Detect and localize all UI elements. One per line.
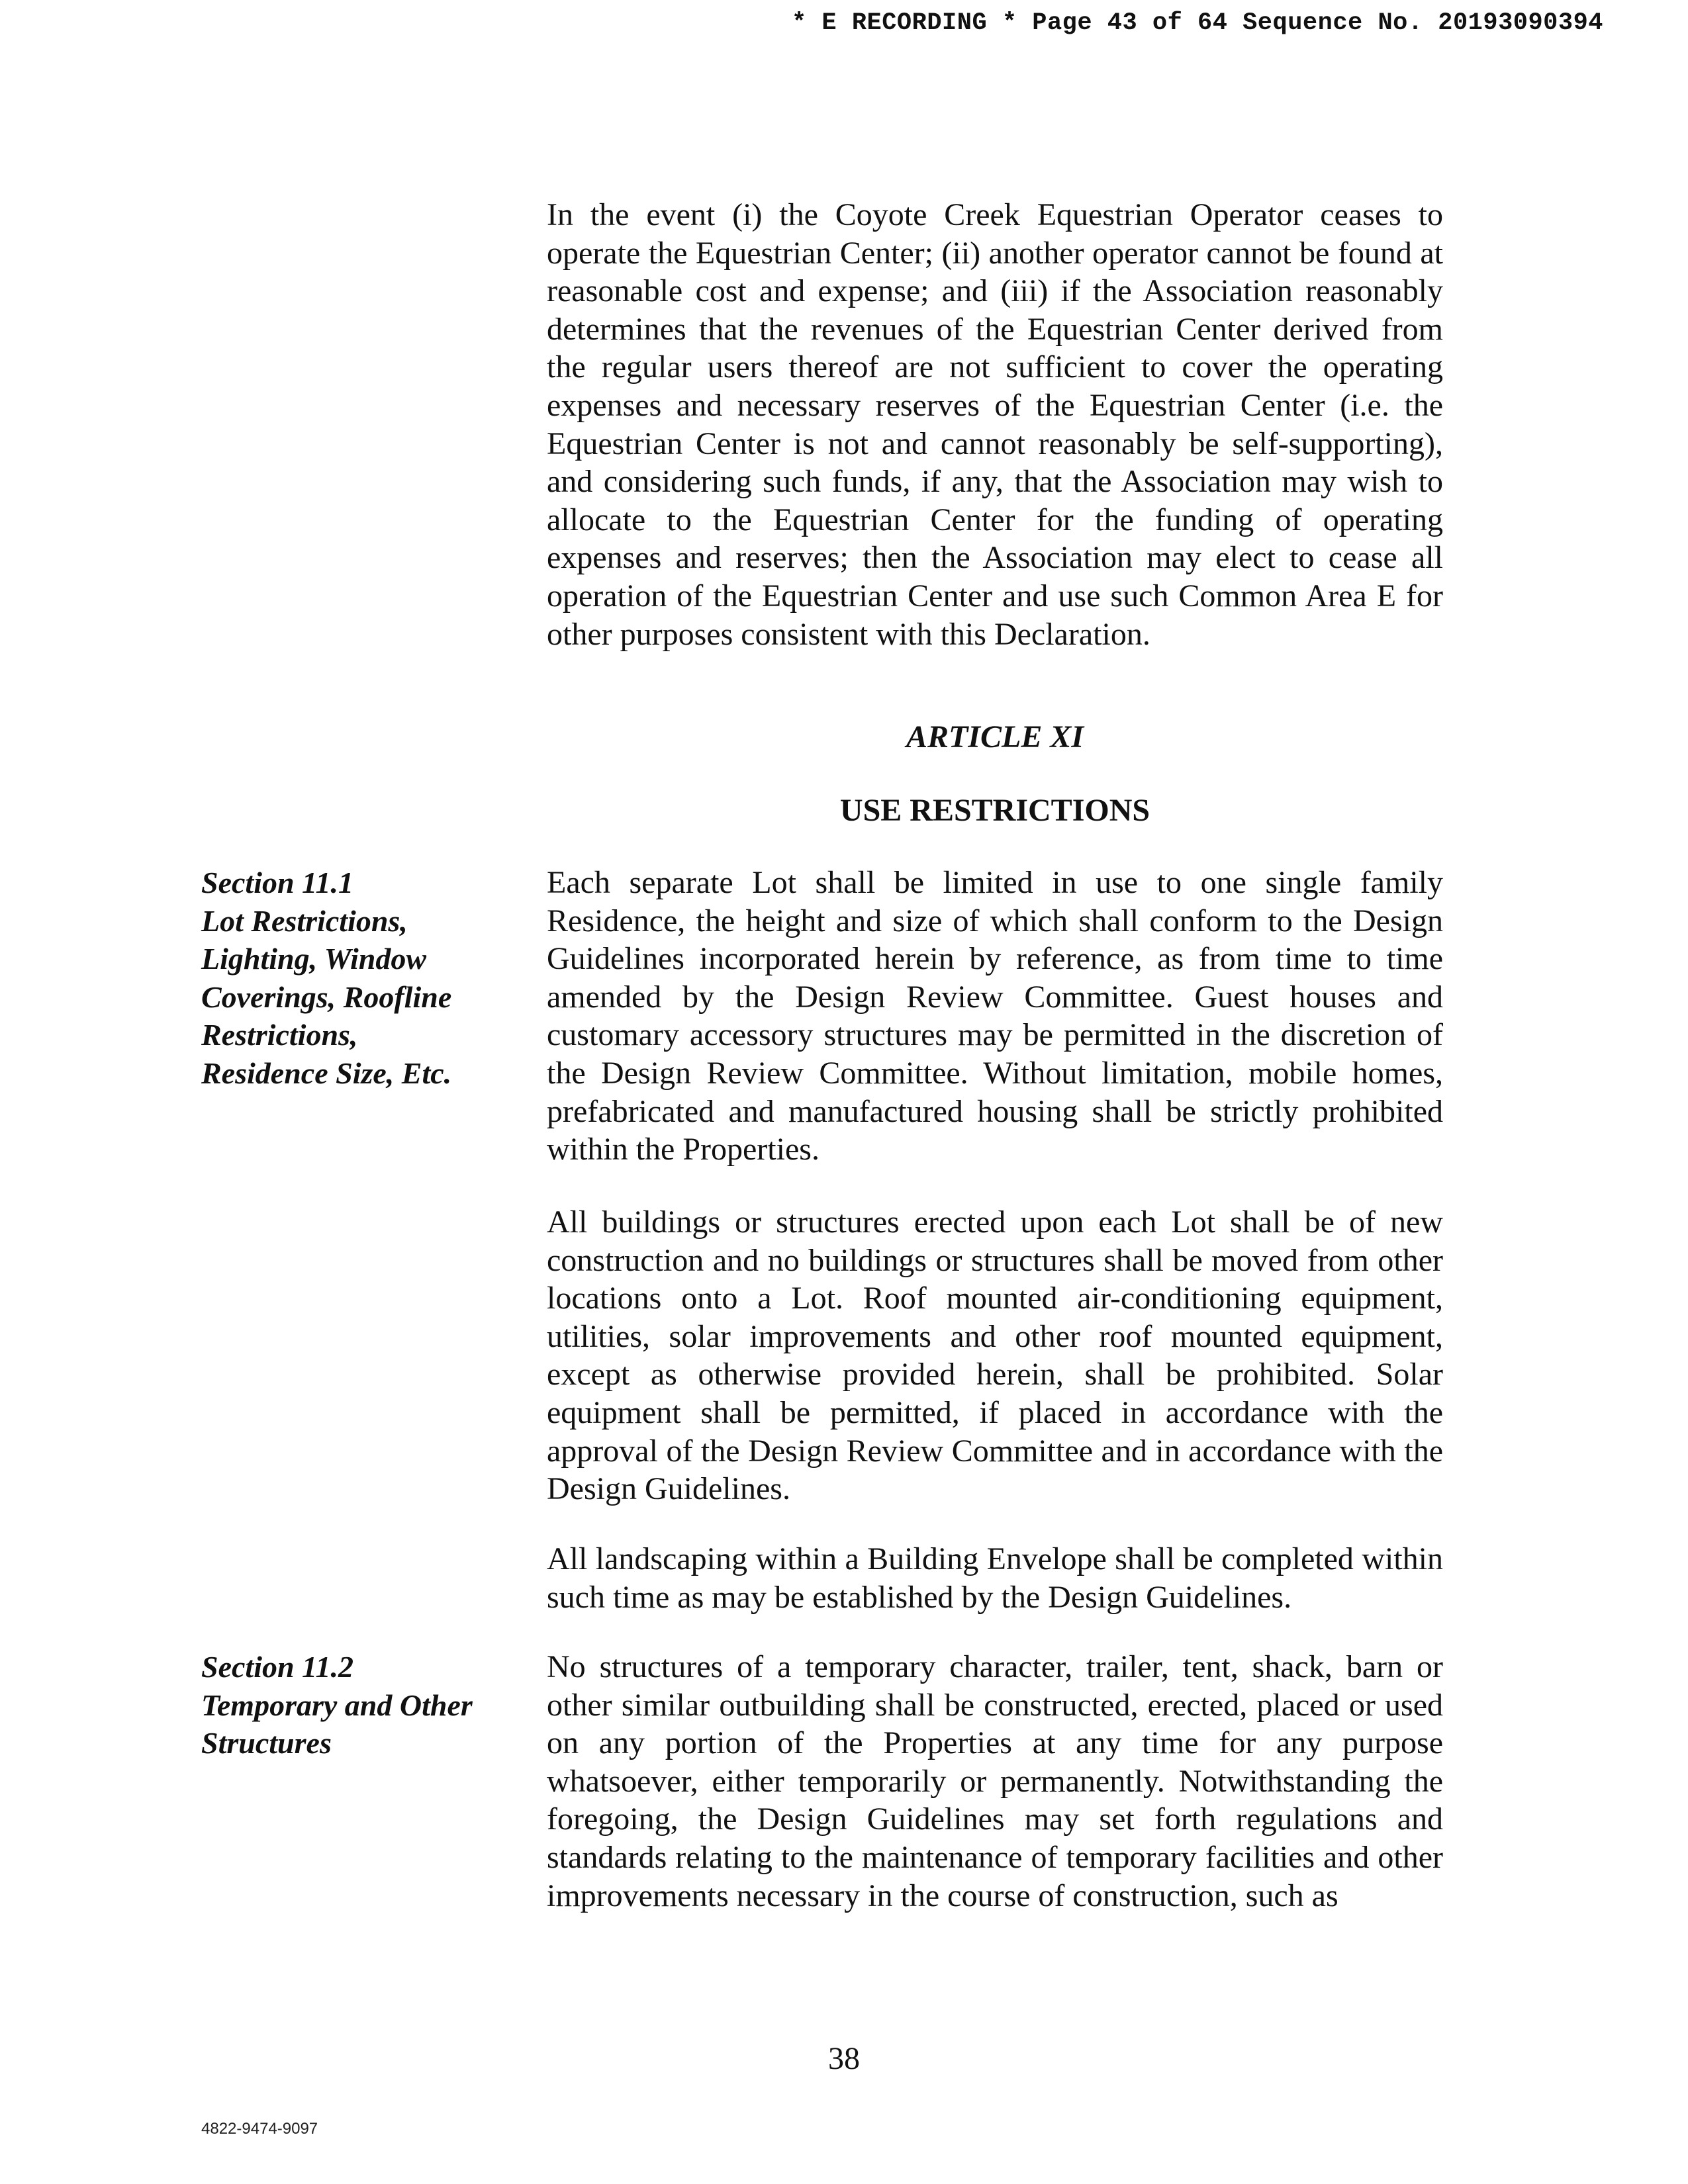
article-number: ARTICLE XI: [906, 719, 1084, 754]
section-11-1-paragraph-1: Each separate Lot shall be limited in use to one single family Residence, the height and size of which shall conform to the Design Guidelines incorporated herein by reference, as from time to time amended by the Design Review Committee. Guest houses and customary accessory structures may be permitted in the discretion of the Design Review Committee. Without limitation, mobile homes, prefabricated and manufactured housing shall be strictly prohibited within the Properties.: [547, 865, 1443, 1167]
article-title: USE RESTRICTIONS: [839, 793, 1150, 828]
page-number: 38: [828, 2041, 860, 2076]
section-heading-line: Restrictions,: [201, 1018, 358, 1052]
section-heading-line: Temporary and Other: [201, 1688, 473, 1722]
intro-paragraph: In the event (i) the Coyote Creek Equestrian Operator ceases to operate the Equestrian Center; (ii) another operator cannot be found at reasonable cost and expense; and (iii) if the Association reasonably determines that the revenues of the Equestrian Center derived from the regular users thereof are not sufficient to cover the operating expenses and necessary reserves of the Equestrian Center (i.e. the Equestrian Center is not and cannot reasonably be self-supporting), and considering such funds, if any, that the Association may wish to allocate to the Equestrian Center for the funding of operating expenses and reserves; then the Association may elect to cease all operation of the Equestrian Center and use such Common Area E for other purposes consistent with this Declaration.: [547, 197, 1443, 652]
section-heading-line: Section 11.1: [201, 866, 354, 899]
section-heading-line: Lighting, Window: [201, 942, 427, 976]
section-11-2-paragraph-1: No structures of a temporary character, trailer, tent, shack, barn or other similar outbuilding shall be constructed, erected, placed or used on any portion of the Properties at any time for any purpose whatsoever, either temporarily or permanently. Notwithstanding the foregoing, the Design Guidelines may set forth regulations and standards relating to the maintenance of temporary facilities and other improvements necessary in the course of construction, such as: [547, 1649, 1443, 1913]
section-11-1-paragraph-2: All buildings or structures erected upon each Lot shall be of new construction and no buildings or structures shall be moved from other locations onto a Lot. Roof mounted air-conditioning equipment, utilities, solar improvements and other roof mounted equipment, except as otherwise provided herein, shall be prohibited. Solar equipment shall be permitted, if placed in accordance with the approval of the Design Review Committee and in accordance with the Design Guidelines.: [547, 1205, 1443, 1507]
document-id: 4822-9474-9097: [201, 2120, 318, 2138]
section-11-2-heading: [201, 1648, 512, 1762]
section-heading-line: Residence Size, Etc.: [201, 1056, 452, 1090]
section-heading-line: Section 11.2: [201, 1650, 354, 1684]
section-11-1-paragraph-3: All landscaping within a Building Envelope shall be completed within such time as may be established by the Design Guidelines.: [547, 1541, 1443, 1615]
recording-header: * E RECORDING * Page 43 of 64 Sequence No. 20193090394: [792, 9, 1603, 37]
section-11-1-heading: [201, 864, 512, 1093]
section-heading-line: Coverings, Roofline: [201, 979, 452, 1014]
section-heading-line: Lot Restrictions,: [201, 903, 408, 938]
section-heading-line: Structures: [201, 1726, 332, 1760]
